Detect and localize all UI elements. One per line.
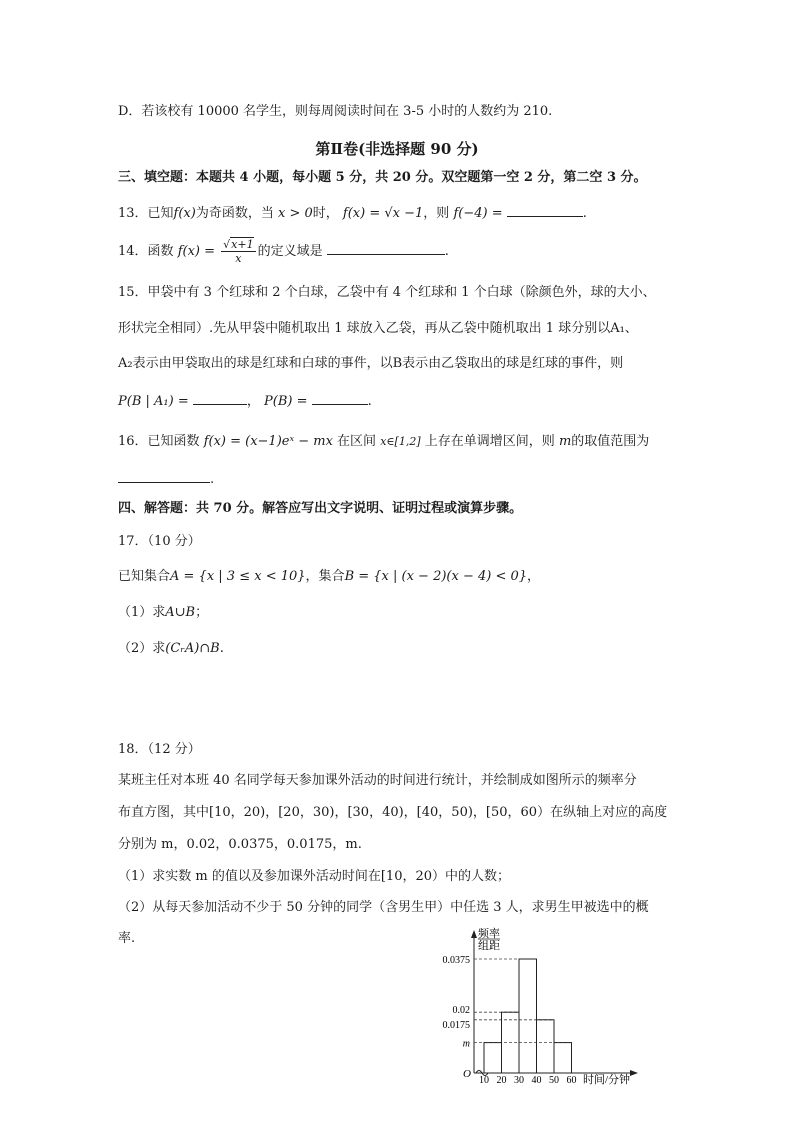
histogram-bar [484,1043,502,1073]
q18-line3: 分别为 m，0.02，0.0375，0.0175，m. [118,837,362,852]
q13-expr: f(x) = √x −1 [342,206,424,221]
q16-t2: 在区间 [337,434,377,449]
q13-t2: 时， [312,206,339,221]
question-14: 14．函数 f(x) = $\frac{√x+1}{x}$ 的定义域是 . [118,238,449,265]
x-tick-label: 10 [479,1075,489,1086]
q14-lhs: f(x) = [177,244,215,259]
x-axis-label: 时间/分钟 [583,1074,631,1086]
q15-line1: 15．甲袋中有 3 个红球和 2 个白球，乙袋中有 4 个红球和 1 个白球（除颜色外，球的大小、 [118,285,656,300]
q13-t3: ，则 [423,206,450,221]
histogram-bar [519,959,537,1073]
y-label-bottom: 组距 [478,940,500,952]
y-axis-arrow [471,930,477,938]
q14-fraction: $\frac{√x+1}{x}$ [223,238,254,265]
q14-answer-blank [327,242,445,255]
q15-blank2 [312,392,368,405]
x-tick-label: 30 [514,1075,524,1086]
q15-line2: 形状完全相同）.先从甲袋中随机取出 1 球放入乙袋，再从乙袋中随机取出 1 球分别以A₁、 [118,321,638,336]
section4-header: 四、解答题：共 70 分。解答应写出文字说明、证明过程或演算步骤。 [118,501,523,516]
q17-head: 17．（10 分） [118,534,201,549]
q15-p2: P(B) = [264,394,308,409]
y-tick-label: 0.02 [452,1005,470,1017]
section3-header: 三、填空题：本题共 4 小题，每小题 5 分，共 20 分。双空题第一空 2 分，第二空 3 分。 [118,170,647,185]
y-tick-label: m [462,1038,470,1050]
q17-part2-expr: (CᵣA)∩B [165,641,220,656]
q14-frac-num: x+1 [231,238,254,251]
q18-part1: （1）求实数 m 的值以及参加课外活动时间在[10，20）中的人数； [118,869,511,884]
x-tick-label: 60 [566,1075,577,1086]
q16-expr: f(x) = (x−1)eˣ − mx [203,434,333,449]
q13-cond: x > 0 [278,206,313,221]
q17-part2-label: （2）求 [118,641,166,656]
q16-t4: 的取值范围为 [571,434,650,449]
question-13: 13．已知f(x)为奇函数，当 x > 0时， f(x) = √x −1，则 f(−4) = . [118,206,587,221]
origin-label: O [463,1068,471,1080]
q14-t1: 的定义域是 [257,244,323,259]
q17-set-a: A = {x | 3 ≤ x < 10} [170,569,306,584]
q15-p1: P(B | A₁) = [118,394,189,409]
q13-ask: f(−4) = [453,206,503,221]
histogram-bar [537,1020,555,1073]
q14-num: 14．函数 [118,244,174,259]
q13-answer-blank [507,204,583,217]
q17-stmt-a: 已知集合 [118,569,171,584]
q17-set-b: B = {x | (x − 2)(x − 4) < 0} [344,569,528,584]
q18-part2a: （2）从每天参加活动不少于 50 分钟的同学（含男生甲）中任选 3 人，求男生甲被选中的概 [118,900,649,915]
x-axis-arrow [630,1070,638,1076]
x-tick-label: 20 [496,1075,507,1086]
q14-frac-den: x [235,252,242,265]
q17-part1-label: （1）求 [118,605,166,620]
q15-blank1 [193,392,247,405]
frequency-histogram [420,926,640,1086]
q17-stmt-end: ， [527,569,541,584]
q17-part1 [118,604,208,622]
y-label-top: 频率 [478,928,500,940]
y-tick-label: 0.0175 [442,1019,470,1031]
q18-part2b: 率. [118,931,136,946]
q16-answer-line: . [118,470,214,489]
question-16 [118,433,649,451]
x-tick-label: 50 [549,1075,559,1086]
part2-title: 第Ⅱ卷(非选择题 90 分) [315,140,479,158]
q18-head: 18．（12 分） [118,742,201,757]
q13-t1: 为奇函数，当 [195,206,274,221]
option-d: D．若该校有 10000 名学生，则每周阅读时间在 3-5 小时的人数约为 210. [118,104,553,119]
q16-interval: x∈[1,2] [380,435,421,448]
q18-line2: 布直方图，其中[10，20)，[20，30)，[30，40)，[40，50)，[50，60）在纵轴上对应的高度 [118,805,668,820]
q13-num: 13．已知 [118,206,174,221]
q17-part1-expr: A∪B [165,605,196,620]
q17-part2-end: . [219,641,224,656]
q16-t3: 上存在单调增区间，则 [424,434,555,449]
q13-fx: f(x) [173,206,196,221]
q18-line1: 某班主任对本班 40 名同学每天参加课外活动的时间进行统计，并绘制成如图所示的频率分 [118,773,637,788]
histogram-bar [554,1043,572,1073]
q15-line3: A₂表示由甲袋取出的球是红球和白球的事件，以B表示由乙袋取出的球是红球的事件，则 [118,356,624,371]
q16-answer-blank [118,470,210,483]
y-tick-label: 0.0375 [442,955,470,966]
q17-statement [118,568,540,586]
x-tick-label: 40 [531,1075,542,1086]
q15-line4: P(B | A₁) = ， P(B) = . [118,394,372,409]
q16-t1: 16．已知函数 [118,434,200,449]
q17-part2 [118,640,224,658]
q16-m: m [558,434,572,449]
q17-stmt-b: ，集合 [305,569,345,584]
q17-part1-end: ； [195,605,209,620]
